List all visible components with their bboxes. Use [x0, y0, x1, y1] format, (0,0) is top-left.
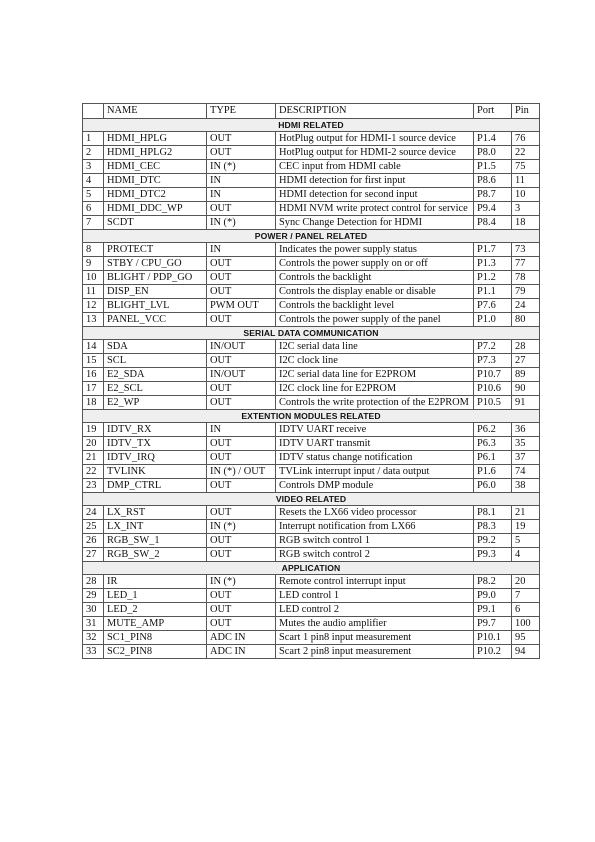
- cell-pin: 21: [512, 506, 540, 520]
- cell-pin: 75: [512, 160, 540, 174]
- cell-type: OUT: [207, 479, 276, 493]
- cell-description: HDMI detection for second input: [276, 188, 474, 202]
- header-no: [83, 104, 104, 119]
- table-row: [83, 617, 540, 631]
- table-row: [83, 188, 540, 202]
- cell-name: E2_WP: [104, 396, 207, 410]
- table-row: [83, 271, 540, 285]
- cell-port: P10.6: [474, 382, 512, 396]
- cell-pin: 76: [512, 132, 540, 146]
- table-row: [83, 202, 540, 216]
- cell-name: MUTE_AMP: [104, 617, 207, 631]
- cell-port: P1.1: [474, 285, 512, 299]
- cell-pin: 11: [512, 174, 540, 188]
- cell-pin: 6: [512, 603, 540, 617]
- cell-port: P8.1: [474, 506, 512, 520]
- header-type: TYPE: [207, 104, 276, 119]
- cell-no: 31: [83, 617, 104, 631]
- cell-name: IDTV_IRQ: [104, 451, 207, 465]
- cell-name: BLIGHT / PDP_GO: [104, 271, 207, 285]
- cell-description: Remote control interrupt input: [276, 575, 474, 589]
- cell-type: IN (*) / OUT: [207, 465, 276, 479]
- cell-port: P8.6: [474, 174, 512, 188]
- header-name: NAME: [104, 104, 207, 119]
- cell-type: OUT: [207, 548, 276, 562]
- cell-name: HDMI_HPLG2: [104, 146, 207, 160]
- cell-no: 26: [83, 534, 104, 548]
- table-row: [83, 146, 540, 160]
- cell-port: P1.6: [474, 465, 512, 479]
- cell-description: IDTV UART transmit: [276, 437, 474, 451]
- cell-description: I2C clock line: [276, 354, 474, 368]
- table-row: [83, 299, 540, 313]
- cell-description: CEC input from HDMI cable: [276, 160, 474, 174]
- table-row: [83, 548, 540, 562]
- cell-name: HDMI_DDC_WP: [104, 202, 207, 216]
- cell-type: OUT: [207, 132, 276, 146]
- cell-port: P7.6: [474, 299, 512, 313]
- cell-description: HDMI detection for first input: [276, 174, 474, 188]
- cell-description: Indicates the power supply status: [276, 243, 474, 257]
- cell-description: Controls the backlight level: [276, 299, 474, 313]
- cell-description: Controls the power supply on or off: [276, 257, 474, 271]
- cell-no: 14: [83, 340, 104, 354]
- cell-type: OUT: [207, 589, 276, 603]
- cell-name: BLIGHT_LVL: [104, 299, 207, 313]
- cell-no: 32: [83, 631, 104, 645]
- table-row: [83, 382, 540, 396]
- cell-no: 28: [83, 575, 104, 589]
- cell-name: E2_SCL: [104, 382, 207, 396]
- table-row: [83, 216, 540, 230]
- cell-type: OUT: [207, 313, 276, 327]
- cell-port: P9.4: [474, 202, 512, 216]
- cell-description: Interrupt notification from LX66: [276, 520, 474, 534]
- cell-name: SC1_PIN8: [104, 631, 207, 645]
- section-title: POWER / PANEL RELATED: [83, 230, 540, 243]
- cell-port: P10.5: [474, 396, 512, 410]
- cell-no: 8: [83, 243, 104, 257]
- cell-type: PWM OUT: [207, 299, 276, 313]
- cell-pin: 20: [512, 575, 540, 589]
- cell-type: IN (*): [207, 575, 276, 589]
- cell-port: P10.1: [474, 631, 512, 645]
- section-header-row: [83, 562, 540, 575]
- cell-pin: 37: [512, 451, 540, 465]
- table-row: [83, 506, 540, 520]
- cell-no: 29: [83, 589, 104, 603]
- cell-port: P1.4: [474, 132, 512, 146]
- cell-no: 5: [83, 188, 104, 202]
- cell-description: Controls the backlight: [276, 271, 474, 285]
- cell-no: 4: [83, 174, 104, 188]
- cell-description: Scart 2 pin8 input measurement: [276, 645, 474, 659]
- table-row: [83, 354, 540, 368]
- cell-name: RGB_SW_1: [104, 534, 207, 548]
- cell-name: SC2_PIN8: [104, 645, 207, 659]
- cell-port: P9.0: [474, 589, 512, 603]
- cell-description: Scart 1 pin8 input measurement: [276, 631, 474, 645]
- section-header-row: [83, 493, 540, 506]
- table-row: [83, 631, 540, 645]
- cell-port: P7.3: [474, 354, 512, 368]
- cell-port: P9.3: [474, 548, 512, 562]
- cell-type: OUT: [207, 451, 276, 465]
- cell-type: OUT: [207, 603, 276, 617]
- table-row: [83, 313, 540, 327]
- cell-type: OUT: [207, 396, 276, 410]
- cell-type: OUT: [207, 271, 276, 285]
- cell-type: OUT: [207, 617, 276, 631]
- cell-description: Controls the write protection of the E2PROM: [276, 396, 474, 410]
- table-row: [83, 451, 540, 465]
- cell-port: P8.0: [474, 146, 512, 160]
- cell-description: RGB switch control 2: [276, 548, 474, 562]
- table-row: [83, 340, 540, 354]
- cell-description: I2C serial data line: [276, 340, 474, 354]
- cell-no: 2: [83, 146, 104, 160]
- table-row: [83, 174, 540, 188]
- cell-description: HotPlug output for HDMI-2 source device: [276, 146, 474, 160]
- cell-pin: 4: [512, 548, 540, 562]
- cell-name: HDMI_HPLG: [104, 132, 207, 146]
- cell-description: HotPlug output for HDMI-1 source device: [276, 132, 474, 146]
- table-row: [83, 423, 540, 437]
- section-header-row: [83, 119, 540, 132]
- table-row: [83, 645, 540, 659]
- cell-type: ADC IN: [207, 645, 276, 659]
- cell-name: IR: [104, 575, 207, 589]
- cell-no: 19: [83, 423, 104, 437]
- cell-description: Resets the LX66 video processor: [276, 506, 474, 520]
- cell-no: 12: [83, 299, 104, 313]
- cell-description: RGB switch control 1: [276, 534, 474, 548]
- cell-type: IN: [207, 174, 276, 188]
- cell-name: LED_2: [104, 603, 207, 617]
- cell-no: 15: [83, 354, 104, 368]
- cell-port: P10.7: [474, 368, 512, 382]
- cell-type: IN (*): [207, 216, 276, 230]
- cell-name: SDA: [104, 340, 207, 354]
- cell-no: 17: [83, 382, 104, 396]
- cell-port: P8.3: [474, 520, 512, 534]
- cell-name: HDMI_DTC: [104, 174, 207, 188]
- table-row: [83, 132, 540, 146]
- cell-no: 7: [83, 216, 104, 230]
- cell-pin: 35: [512, 437, 540, 451]
- cell-pin: 78: [512, 271, 540, 285]
- cell-port: P6.3: [474, 437, 512, 451]
- cell-no: 20: [83, 437, 104, 451]
- cell-pin: 3: [512, 202, 540, 216]
- section-title: HDMI RELATED: [83, 119, 540, 132]
- table-row: [83, 465, 540, 479]
- pin-assignment-table: [82, 103, 540, 659]
- cell-no: 13: [83, 313, 104, 327]
- cell-port: P1.5: [474, 160, 512, 174]
- cell-name: RGB_SW_2: [104, 548, 207, 562]
- cell-pin: 90: [512, 382, 540, 396]
- cell-type: OUT: [207, 354, 276, 368]
- section-header-row: [83, 327, 540, 340]
- cell-port: P1.0: [474, 313, 512, 327]
- cell-pin: 38: [512, 479, 540, 493]
- cell-description: HDMI NVM write protect control for service: [276, 202, 474, 216]
- cell-pin: 79: [512, 285, 540, 299]
- table-row: [83, 575, 540, 589]
- cell-no: 1: [83, 132, 104, 146]
- cell-type: IN: [207, 423, 276, 437]
- cell-description: Controls DMP module: [276, 479, 474, 493]
- cell-no: 33: [83, 645, 104, 659]
- cell-pin: 22: [512, 146, 540, 160]
- cell-port: P9.1: [474, 603, 512, 617]
- cell-name: LX_RST: [104, 506, 207, 520]
- cell-description: IDTV UART receive: [276, 423, 474, 437]
- cell-type: OUT: [207, 257, 276, 271]
- table-row: [83, 257, 540, 271]
- cell-name: TVLINK: [104, 465, 207, 479]
- cell-type: OUT: [207, 437, 276, 451]
- section-header-row: [83, 230, 540, 243]
- cell-no: 30: [83, 603, 104, 617]
- cell-no: 25: [83, 520, 104, 534]
- cell-type: IN/OUT: [207, 368, 276, 382]
- cell-port: P1.2: [474, 271, 512, 285]
- cell-pin: 36: [512, 423, 540, 437]
- table-row: [83, 603, 540, 617]
- cell-no: 24: [83, 506, 104, 520]
- cell-port: P10.2: [474, 645, 512, 659]
- cell-no: 6: [83, 202, 104, 216]
- cell-name: DMP_CTRL: [104, 479, 207, 493]
- cell-no: 18: [83, 396, 104, 410]
- section-title: VIDEO RELATED: [83, 493, 540, 506]
- cell-pin: 7: [512, 589, 540, 603]
- cell-name: E2_SDA: [104, 368, 207, 382]
- cell-pin: 27: [512, 354, 540, 368]
- section-title: EXTENTION MODULES RELATED: [83, 410, 540, 423]
- cell-name: PROTECT: [104, 243, 207, 257]
- table-row: [83, 534, 540, 548]
- cell-port: P8.2: [474, 575, 512, 589]
- cell-port: P9.2: [474, 534, 512, 548]
- cell-type: OUT: [207, 146, 276, 160]
- header-pin: Pin: [512, 104, 540, 119]
- header-row: [83, 104, 540, 119]
- cell-type: OUT: [207, 534, 276, 548]
- cell-no: 16: [83, 368, 104, 382]
- cell-name: HDMI_CEC: [104, 160, 207, 174]
- cell-name: SCL: [104, 354, 207, 368]
- section-title: SERIAL DATA COMMUNICATION: [83, 327, 540, 340]
- cell-type: IN (*): [207, 520, 276, 534]
- cell-pin: 80: [512, 313, 540, 327]
- table-row: [83, 589, 540, 603]
- cell-type: IN (*): [207, 160, 276, 174]
- cell-pin: 74: [512, 465, 540, 479]
- cell-type: IN/OUT: [207, 340, 276, 354]
- cell-port: P7.2: [474, 340, 512, 354]
- cell-pin: 94: [512, 645, 540, 659]
- cell-port: P1.7: [474, 243, 512, 257]
- table-row: [83, 479, 540, 493]
- cell-no: 23: [83, 479, 104, 493]
- cell-name: IDTV_RX: [104, 423, 207, 437]
- cell-no: 11: [83, 285, 104, 299]
- cell-port: P6.1: [474, 451, 512, 465]
- cell-pin: 10: [512, 188, 540, 202]
- table-row: [83, 368, 540, 382]
- cell-name: PANEL_VCC: [104, 313, 207, 327]
- cell-description: LED control 2: [276, 603, 474, 617]
- cell-description: LED control 1: [276, 589, 474, 603]
- table-row: [83, 437, 540, 451]
- cell-pin: 73: [512, 243, 540, 257]
- header-port: Port: [474, 104, 512, 119]
- cell-description: Controls the power supply of the panel: [276, 313, 474, 327]
- cell-no: 9: [83, 257, 104, 271]
- cell-description: TVLink interrupt input / data output: [276, 465, 474, 479]
- cell-port: P6.2: [474, 423, 512, 437]
- table-row: [83, 396, 540, 410]
- cell-no: 3: [83, 160, 104, 174]
- cell-name: IDTV_TX: [104, 437, 207, 451]
- cell-type: OUT: [207, 285, 276, 299]
- cell-pin: 100: [512, 617, 540, 631]
- cell-type: IN: [207, 243, 276, 257]
- cell-port: P9.7: [474, 617, 512, 631]
- cell-name: HDMI_DTC2: [104, 188, 207, 202]
- cell-description: Controls the display enable or disable: [276, 285, 474, 299]
- cell-name: LX_INT: [104, 520, 207, 534]
- cell-no: 21: [83, 451, 104, 465]
- cell-no: 10: [83, 271, 104, 285]
- section-title: APPLICATION: [83, 562, 540, 575]
- cell-type: OUT: [207, 202, 276, 216]
- cell-type: IN: [207, 188, 276, 202]
- table-row: [83, 160, 540, 174]
- cell-name: SCDT: [104, 216, 207, 230]
- cell-port: P1.3: [474, 257, 512, 271]
- cell-pin: 77: [512, 257, 540, 271]
- cell-description: Mutes the audio amplifier: [276, 617, 474, 631]
- cell-type: ADC IN: [207, 631, 276, 645]
- cell-name: DISP_EN: [104, 285, 207, 299]
- cell-name: STBY / CPU_GO: [104, 257, 207, 271]
- cell-type: OUT: [207, 382, 276, 396]
- cell-pin: 28: [512, 340, 540, 354]
- table-body: [83, 104, 540, 659]
- header-description: DESCRIPTION: [276, 104, 474, 119]
- cell-pin: 95: [512, 631, 540, 645]
- section-header-row: [83, 410, 540, 423]
- cell-port: P8.4: [474, 216, 512, 230]
- cell-pin: 24: [512, 299, 540, 313]
- cell-no: 22: [83, 465, 104, 479]
- cell-port: P6.0: [474, 479, 512, 493]
- cell-description: I2C serial data line for E2PROM: [276, 368, 474, 382]
- cell-pin: 18: [512, 216, 540, 230]
- cell-type: OUT: [207, 506, 276, 520]
- cell-pin: 5: [512, 534, 540, 548]
- cell-description: Sync Change Detection for HDMI: [276, 216, 474, 230]
- table-row: [83, 520, 540, 534]
- cell-description: IDTV status change notification: [276, 451, 474, 465]
- cell-pin: 91: [512, 396, 540, 410]
- cell-pin: 89: [512, 368, 540, 382]
- cell-name: LED_1: [104, 589, 207, 603]
- cell-description: I2C clock line for E2PROM: [276, 382, 474, 396]
- cell-port: P8.7: [474, 188, 512, 202]
- cell-pin: 19: [512, 520, 540, 534]
- table-row: [83, 243, 540, 257]
- table-row: [83, 285, 540, 299]
- cell-no: 27: [83, 548, 104, 562]
